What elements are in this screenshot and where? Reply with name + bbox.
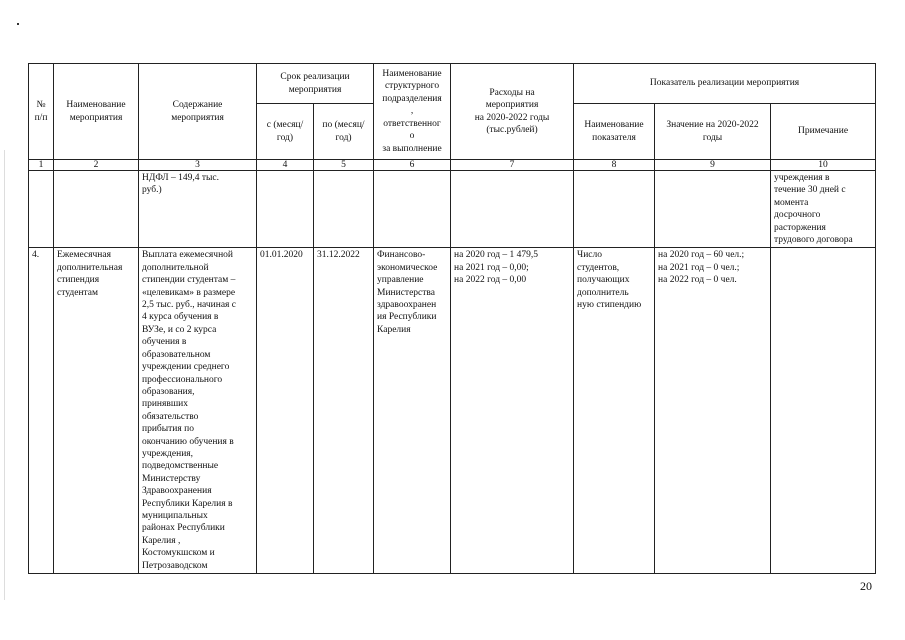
header-period-to: по (месяц/ год) <box>314 104 374 160</box>
responsible-unit-cell <box>374 171 451 248</box>
column-number: 7 <box>451 160 574 171</box>
header-period-from: с (месяц/ год) <box>257 104 314 160</box>
activity-content-cell: НДФЛ – 149,4 тыс. руб.) <box>139 171 257 248</box>
header-row-1 <box>29 64 876 104</box>
activity-name-cell <box>54 171 139 248</box>
header-indicator-value: Значение на 2020-2022 годы <box>655 104 771 160</box>
indicator-name-cell <box>574 171 655 248</box>
page-number: 20 <box>860 579 872 593</box>
note-cell <box>771 248 876 574</box>
expenses-cell: на 2020 год – 1 479,5 на 2021 год – 0,00; на 2022 год – 0,00 <box>451 248 574 574</box>
row-number-cell: 4. <box>29 248 54 574</box>
header-expenses: Расходы на мероприятия на 2020-2022 годы (тыс.рублей) <box>451 64 574 160</box>
period-to-cell <box>314 171 374 248</box>
expenses-cell <box>451 171 574 248</box>
activities-table <box>28 63 876 574</box>
column-number: 1 <box>29 160 54 171</box>
note-cell: учреждения в течение 30 дней с момента досрочного расторжения трудового договора <box>771 171 876 248</box>
column-number: 9 <box>655 160 771 171</box>
indicator-value-cell <box>655 171 771 248</box>
row-number-cell <box>29 171 54 248</box>
column-number: 4 <box>257 160 314 171</box>
header-number: № п/п <box>29 64 54 160</box>
header-activity-content: Содержание мероприятия <box>139 64 257 160</box>
period-from-cell: 01.01.2020 <box>257 248 314 574</box>
header-indicator-name: Наименование показателя <box>574 104 655 160</box>
column-number: 3 <box>139 160 257 171</box>
column-number-row <box>29 160 876 171</box>
responsible-unit-cell: Финансово- экономическое управление Министерства здравоохранен ия Республики Карелия <box>374 248 451 574</box>
indicator-name-cell: Число студентов, получающих дополнитель ную стипендию <box>574 248 655 574</box>
table-row <box>29 171 876 248</box>
scan-edge-line <box>4 150 5 600</box>
indicator-value-cell: на 2020 год – 60 чел.; на 2021 год – 0 чел.; на 2022 год – 0 чел. <box>655 248 771 574</box>
header-indicator-group: Показатель реализации мероприятия <box>574 64 876 104</box>
column-number: 2 <box>54 160 139 171</box>
column-number: 6 <box>374 160 451 171</box>
column-number: 5 <box>314 160 374 171</box>
header-period-group: Срок реализации мероприятия <box>257 64 374 104</box>
activity-content-cell: Выплата ежемесячной дополнительной стипендии студентам – «целевикам» в размере 2,5 тыс. руб., начиная с 4 курса обучения в ВУЗе, и со 2 курса обучения в образовательном учреждении среднего профессионального образования, принявших обязательство прибытия по окончанию обучения в учреждения, подведомственные Министерству Здравоохранения Республики Карелия в муниципальных районах Республики Карелия , Костомукшском и Петрозаводском <box>139 248 257 574</box>
column-number: 8 <box>574 160 655 171</box>
period-to-cell: 31.12.2022 <box>314 248 374 574</box>
activity-name-cell: Ежемесячная дополнительная стипендия студентам <box>54 248 139 574</box>
header-note: Примечание <box>771 104 876 160</box>
header-responsible-unit: Наименование структурного подразделения , ответственног о за выполнение <box>374 64 451 160</box>
period-from-cell <box>257 171 314 248</box>
table-row <box>29 248 876 574</box>
scan-speck <box>17 23 19 25</box>
header-activity-name: Наименование мероприятия <box>54 64 139 160</box>
column-number: 10 <box>771 160 876 171</box>
